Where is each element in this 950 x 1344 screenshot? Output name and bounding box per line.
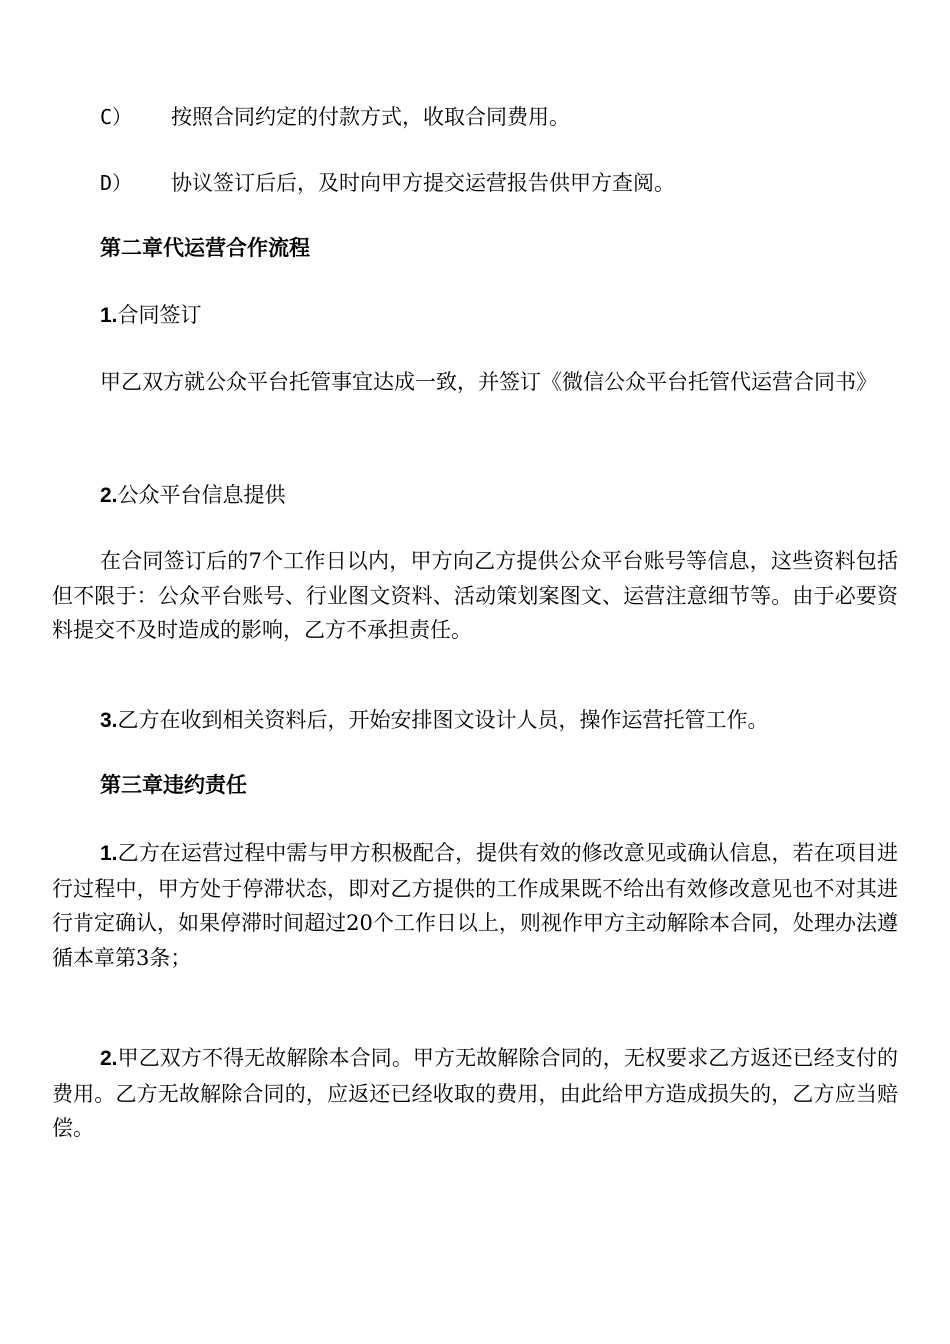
chapter2-step2-title [100,478,286,514]
chapter3-clause1 [52,836,898,975]
chapter2-heading: 第二章代运营合作流程 [100,235,310,260]
chapter3-clause2-text: 甲乙双方不得无故解除本合同。甲方无故解除合同的，无权要求乙方返还已经支付的费用。乙方无故解除合同的，应返还已经收取的费用，由此给甲方造成损失的，乙方应当赔偿。 [52,1046,898,1140]
chapter3-clause2 [52,1041,898,1146]
chapter2-step1-title [100,298,202,334]
chapter2-step3-text: 乙方在收到相关资料后，开始安排图文设计人员，操作运营托管工作。 [117,708,769,732]
chapter2-step2-title-text: 公众平台信息提供 [117,483,286,507]
list-marker-d: D） [100,171,133,195]
chapter3-clause1-number: 1. [100,842,118,865]
chapter2-step1-body: 甲乙双方就公众平台托管事宜达成一致，并签订《微信公众平台托管代运营合同书》 [100,370,877,394]
chapter2-step2-number: 2. [100,484,118,507]
list-item-d [100,166,675,201]
list-item-c-text: 按照合同约定的付款方式，收取合同费用。 [171,105,570,129]
chapter2-step2-body: 在合同签订后的7个工作日以内，甲方向乙方提供公众平台账号等信息，这些资料包括但不限于：公众平台账号、行业图文资料、活动策划案图文、运营注意细节等。由于必要资料提交不及时造成的影响，乙方不承担责任。 [52,549,898,642]
chapter3-heading: 第三章违约责任 [100,772,247,797]
chapter3-clause2-number: 2. [100,1047,118,1070]
chapter2-step1-title-text: 合同签订 [117,303,202,327]
list-marker-c: C） [100,105,133,129]
list-item-d-text: 协议签订后后，及时向甲方提交运营报告供甲方查阅。 [171,171,675,195]
chapter2-step3 [100,703,769,739]
chapter2-step3-number: 3. [100,709,118,732]
list-item-c [100,100,570,135]
chapter3-clause1-text: 乙方在运营过程中需与甲方积极配合，提供有效的修改意见或确认信息，若在项目进行过程中，甲方处于停滞状态，即对乙方提供的工作成果既不给出有效修改意见也不对其进行肯定确认，如果停滞时间超过20个工作日以上，则视作甲方主动解除本合同，处理办法遵循本章第3条； [52,841,898,970]
chapter2-step1-number: 1. [100,304,118,327]
